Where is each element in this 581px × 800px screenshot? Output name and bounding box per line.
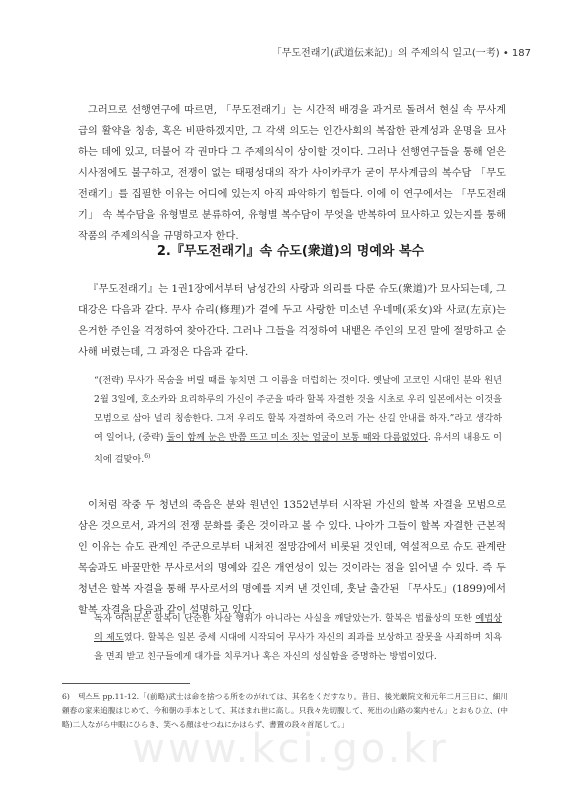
body-paragraph-2-text: 『무도전래기』는 1권1장에서부터 남성간의 사랑과 의리를 다룬 슈도(衆道)가 묘사되는데, 그 대강은 다음과 같다. 무사 슈리(修理)가 곁에 두고 사랑한 미소년 우네메(采女)와 사쿄(左京)는 은거한 주인을 걱정하여 찾아간다. 그러나 그들을 걱정하여 내뱉은 주인의 모진 말에 절망하고 순사해 버렸는데, 그 과정은 다음과 같다. [78, 284, 506, 358]
footnote-marker: 6) [144, 453, 151, 460]
watermark: www.kci.go.kr [132, 726, 449, 772]
body-paragraph-3 [78, 495, 506, 621]
block-quote-1-text-a: “(전략) 무사가 목숨을 버릴 때를 놓치면 그 이름을 더럽히는 것이다. 옛날에 고코인 시대인 분와 원년 2월 3일에, 호소카와 요리하루의 가신이 주군을 따라 할복 자결한 것을 시초로 우리 일본에서는 이것을 모범으로 삼아 널리 칭송한다. 그저 우리도 할복 자결하여 죽으러 가는 산길 안내를 하자.”라고 생각하여 일어나, (중략) [94, 375, 502, 443]
body-paragraph-1-text: 그러므로 선행연구에 따르면, 「무도전래기」는 시간적 배경을 과거로 돌려서 현실 속 무사계급의 활약을 칭송, 혹은 비판하겠지만, 그 각색 의도는 인간사회의 복잡한 관계성과 운명을 묘사하는 데에 있고, 더불어 각 권마다 그 주제의식이 상이할 것이다. 그러나 선행연구들을 통해 얻은 시사점에도 불구하고, 전쟁이 없는 태평성대의 작가 사이카쿠가 굳이 무사계급의 복수담 「무도전래기」를 집필한 이유는 어디에 있는지 아직 파악하기 힘들다. 이에 이 연구에서는 「무도전래기」 속 복수담을 유형별로 분류하여, 유형별 복수담이 무엇을 반복하여 묘사하고 있는지를 통해 작품의 주제의식을 규명하고자 한다. [78, 105, 506, 242]
body-paragraph-1 [78, 100, 506, 247]
body-paragraph-3-text: 이처럼 작중 두 청년의 죽음은 분와 원년인 1352년부터 시작된 가신의 할복 자결을 모범으로 삼은 것으로서, 과거의 전쟁 문화를 좇은 것이라고 볼 수 있다. 나아가 그들이 할복 자결한 근본적인 이유는 슈도 관계인 주군으로부터 내쳐진 절망감에서 비롯된 것인데, 역설적으로 슈도 관계란 목숨과도 바꿀만한 무사로서의 명예와 깊은 개연성이 있는 것이라는 점을 읽어낼 수 있다. 즉 두 청년은 할복 자결을 통해 무사로서의 명예를 지켜 낸 것인데, 훗날 출간된 「무사도」(1899)에서 할복 자결을 다음과 같이 설명하고 있다. [78, 500, 506, 616]
block-quote-2 [94, 609, 502, 666]
block-quote-1-underlined: 둘이 함께 눈은 반쯤 뜨고 미소 짓는 얼굴이 보통 때와 다름없었다 [166, 432, 428, 443]
section-heading: 2.『무도전래기』속 슈도(衆道)의 명예와 복수 [156, 244, 425, 259]
block-quote-1 [94, 371, 502, 469]
block-quote-2-text-b: 였다. 할복은 일본 중세 시대에 시작되어 무사가 자신의 죄과를 보상하고 잘못을 사죄하며 치욕을 면죄 받고 친구들에게 대가를 치루거나 혹은 자신의 성실함을 증명하는 방법이었다. [94, 632, 502, 662]
block-quote-1-text-b: . 유서의 내용도 이치에 걸맞아. [94, 432, 502, 466]
footnote-number: 6) [62, 692, 70, 701]
body-paragraph-2 [78, 279, 506, 363]
block-quote-2-underlined: 예법상의 제도 [94, 613, 502, 643]
footnote-text: 텍스트 pp.11-12.「(前略)武士は命を捨つる所をのがれては、其名をくだすなり。昔日、後光厳院文和元年二月三日に、細川頼春の家来追腹はじめて、今和朝の手本として、其ほまれ世に高し。只我々先切腹して、死出の山路の案内せん」とおもひ立、(中略)二人ながら中眼にひらき、笑へる顔はせつねにかはらず、書置の段々首尾して。」 [62, 692, 508, 729]
block-quote-2-text-a: 독자 여러분은 할복이 단순한 자살 행위가 아니라는 사실을 깨달았는가. 할복은 법률상의 또한 [94, 613, 476, 624]
running-header: 「무도전래기(武道伝来記)」의 주제의식 일고(一考) • 187 [271, 48, 531, 59]
footnote-divider [62, 683, 190, 684]
